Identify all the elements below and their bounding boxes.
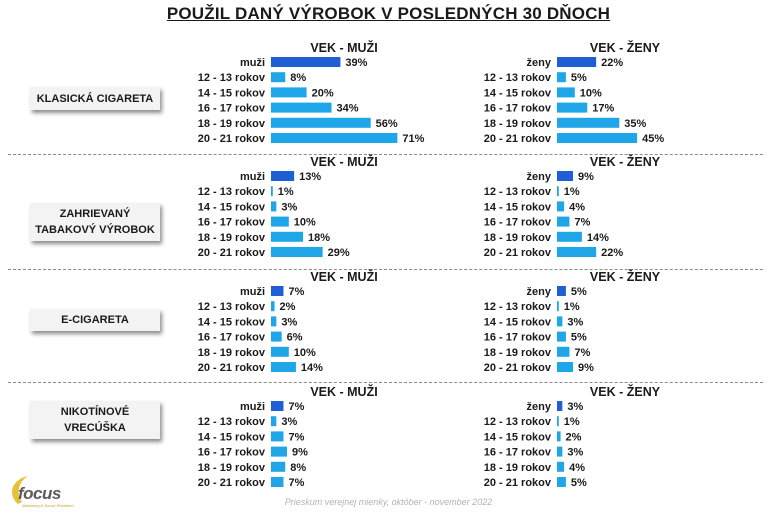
row-label-men-g2-r0: muži [239, 286, 265, 298]
header-men-g0: VEK - MUŽI [310, 41, 378, 55]
bar-men-g0-r5 [271, 133, 397, 143]
bar-women-g3-r1 [557, 416, 559, 426]
value-label-men-g2-r3: 6% [286, 331, 303, 344]
value-label-women-g3-r5: 5% [570, 477, 587, 489]
bar-women-g2-r1 [557, 301, 559, 311]
row-label-men-g2-r1: 12 - 13 rokov [197, 301, 265, 314]
row-label-men-g1-r3: 16 - 17 rokov [197, 216, 265, 229]
value-label-men-g2-r2: 3% [281, 316, 298, 329]
header-men-g1: VEK - MUŽI [310, 155, 378, 169]
row-label-men-g2-r4: 18 - 19 rokov [197, 346, 265, 359]
row-label-men-g3-r1: 12 - 13 rokov [197, 416, 265, 429]
value-label-men-g2-r0: 7% [288, 286, 305, 298]
row-label-men-g1-r5: 20 - 21 rokov [197, 247, 265, 259]
value-label-women-g1-r3: 7% [574, 216, 591, 229]
header-women-g0: VEK - ŽENY [589, 41, 661, 55]
row-label-women-g0-r0: ženy [526, 57, 551, 69]
row-label-men-g0-r3: 16 - 17 rokov [197, 102, 265, 115]
bar-women-g2-r0 [557, 286, 566, 296]
value-label-men-g0-r3: 34% [336, 102, 359, 115]
bar-women-g0-r3 [557, 103, 587, 113]
value-label-men-g0-r2: 20% [311, 87, 334, 100]
value-label-women-g0-r4: 35% [624, 117, 647, 130]
bar-men-g1-r5 [271, 247, 323, 257]
row-label-women-g1-r1: 12 - 13 rokov [483, 186, 551, 199]
row-label-women-g0-r4: 18 - 19 rokov [483, 117, 551, 130]
value-label-women-g1-r5: 22% [601, 247, 624, 259]
row-label-women-g1-r4: 18 - 19 rokov [483, 231, 551, 244]
value-label-women-g1-r4: 14% [586, 231, 609, 244]
header-women-g2: VEK - ŽENY [589, 270, 661, 284]
value-label-women-g2-r5: 9% [578, 362, 594, 374]
row-label-men-g3-r2: 14 - 15 rokov [197, 431, 265, 444]
category-label-e-cigarette: E-CIGARETA [30, 309, 160, 331]
value-label-men-g0-r5: 71% [402, 133, 425, 145]
bar-men-g1-r1 [271, 186, 273, 196]
value-label-men-g3-r2: 7% [288, 431, 305, 444]
value-label-women-g0-r5: 45% [642, 133, 665, 145]
bar-men-g2-r1 [271, 301, 275, 311]
value-label-men-g3-r3: 9% [292, 446, 308, 459]
bar-men-g1-r3 [271, 217, 289, 227]
value-label-men-g1-r3: 10% [293, 216, 316, 229]
value-label-women-g2-r1: 1% [563, 301, 580, 314]
bar-women-g2-r5 [557, 362, 573, 372]
value-label-men-g0-r4: 56% [375, 117, 398, 130]
row-label-women-g2-r0: ženy [526, 286, 551, 298]
value-label-men-g3-r0: 7% [288, 401, 305, 413]
bar-men-g0-r1 [271, 72, 285, 82]
logo-wordmark: focus [18, 484, 61, 503]
value-label-men-g1-r5: 29% [327, 247, 350, 259]
row-label-men-g0-r0: muži [239, 57, 265, 69]
value-label-women-g2-r0: 5% [570, 286, 587, 298]
footer-source: Prieskum verejnej mienky, október - november 2022 [284, 497, 493, 507]
bar-women-g1-r2 [557, 201, 564, 211]
category-label-heated-tobacco: ZAHRIEVANÝ TABAKOVÝ VÝROBOK [30, 203, 160, 241]
row-label-men-g1-r2: 14 - 15 rokov [197, 201, 265, 214]
bar-women-g3-r5 [557, 477, 566, 487]
category-label-classic-cigarette: KLASICKÁ CIGARETA [30, 87, 160, 110]
bar-women-g3-r0 [557, 401, 562, 411]
bar-men-g2-r5 [271, 362, 296, 372]
value-label-men-g2-r5: 14% [300, 362, 323, 374]
row-label-men-g0-r1: 12 - 13 rokov [197, 72, 265, 85]
row-label-women-g3-r2: 14 - 15 rokov [483, 431, 551, 444]
bar-women-g3-r2 [557, 431, 561, 441]
header-women-g3: VEK - ŽENY [589, 385, 661, 399]
value-label-women-g0-r2: 10% [579, 87, 602, 100]
value-label-men-g1-r2: 3% [281, 201, 298, 214]
value-label-men-g1-r4: 18% [308, 231, 331, 244]
bar-men-g0-r2 [271, 87, 307, 97]
value-label-women-g0-r0: 22% [601, 57, 624, 69]
value-label-women-g0-r3: 17% [592, 102, 615, 115]
value-label-men-g2-r4: 10% [293, 346, 316, 359]
value-label-women-g1-r1: 1% [563, 186, 580, 199]
value-label-women-g3-r0: 3% [567, 401, 584, 413]
bar-women-g1-r4 [557, 232, 582, 242]
row-label-men-g2-r3: 16 - 17 rokov [197, 331, 265, 344]
chart-title: POUŽIL DANÝ VÝROBOK V POSLEDNÝCH 30 DŇOCH [166, 4, 611, 23]
bar-men-g2-r4 [271, 347, 289, 357]
row-label-men-g1-r4: 18 - 19 rokov [197, 231, 265, 244]
row-label-men-g3-r4: 18 - 19 rokov [197, 461, 265, 474]
bar-women-g2-r4 [557, 347, 569, 357]
bar-men-g3-r4 [271, 462, 285, 472]
bar-men-g1-r2 [271, 201, 276, 211]
row-label-women-g0-r5: 20 - 21 rokov [483, 133, 551, 145]
row-label-men-g3-r0: muži [239, 401, 265, 413]
value-label-women-g2-r3: 5% [570, 331, 587, 344]
header-women-g1: VEK - ŽENY [589, 155, 661, 169]
value-label-men-g1-r1: 1% [277, 186, 294, 199]
bar-men-g0-r3 [271, 103, 332, 113]
value-label-women-g1-r0: 9% [578, 171, 594, 183]
category-label-nicotine-pouches: NIKOTÍNOVÉ VRECÚŠKA [30, 401, 160, 439]
bar-men-g3-r3 [271, 447, 287, 457]
bar-men-g2-r2 [271, 316, 276, 326]
row-label-men-g1-r0: muži [239, 171, 265, 183]
row-label-women-g0-r1: 12 - 13 rokov [483, 72, 551, 85]
value-label-men-g3-r4: 8% [290, 461, 307, 474]
bar-men-g3-r1 [271, 416, 276, 426]
value-label-men-g3-r1: 3% [281, 416, 298, 429]
value-label-women-g2-r2: 3% [567, 316, 584, 329]
row-label-men-g2-r5: 20 - 21 rokov [197, 362, 265, 374]
bar-men-g0-r4 [271, 118, 371, 128]
header-men-g2: VEK - MUŽI [310, 270, 378, 284]
bar-women-g1-r3 [557, 217, 569, 227]
row-label-women-g3-r4: 18 - 19 rokov [483, 461, 551, 474]
row-label-women-g2-r1: 12 - 13 rokov [483, 301, 551, 314]
bar-men-g0-r0 [271, 57, 340, 67]
value-label-women-g3-r3: 3% [567, 446, 584, 459]
row-label-women-g3-r5: 20 - 21 rokov [483, 477, 551, 489]
bar-women-g0-r2 [557, 87, 575, 97]
value-label-men-g3-r5: 7% [288, 477, 305, 489]
row-label-women-g2-r5: 20 - 21 rokov [483, 362, 551, 374]
row-label-men-g3-r5: 20 - 21 rokov [197, 477, 265, 489]
bar-men-g3-r5 [271, 477, 283, 487]
row-label-women-g2-r3: 16 - 17 rokov [483, 331, 551, 344]
bar-women-g0-r5 [557, 133, 637, 143]
row-label-men-g0-r4: 18 - 19 rokov [197, 117, 265, 130]
value-label-women-g3-r1: 1% [563, 416, 580, 429]
row-label-men-g2-r2: 14 - 15 rokov [197, 316, 265, 329]
bar-women-g2-r2 [557, 316, 562, 326]
value-label-men-g0-r0: 39% [345, 57, 368, 69]
row-label-women-g2-r2: 14 - 15 rokov [483, 316, 551, 329]
bar-women-g3-r4 [557, 462, 564, 472]
value-label-men-g1-r0: 13% [299, 171, 322, 183]
bar-men-g2-r0 [271, 286, 283, 296]
bar-women-g2-r3 [557, 332, 566, 342]
header-men-g3: VEK - MUŽI [310, 385, 378, 399]
row-label-men-g0-r2: 14 - 15 rokov [197, 87, 265, 100]
row-label-women-g1-r3: 16 - 17 rokov [483, 216, 551, 229]
row-label-women-g1-r0: ženy [526, 171, 551, 183]
row-label-men-g3-r3: 16 - 17 rokov [197, 446, 265, 459]
value-label-women-g3-r2: 2% [565, 431, 582, 444]
value-label-men-g2-r1: 2% [279, 301, 296, 314]
row-label-women-g3-r0: ženy [526, 401, 551, 413]
bar-women-g1-r5 [557, 247, 596, 257]
value-label-women-g2-r4: 7% [574, 346, 591, 359]
bar-women-g0-r1 [557, 72, 566, 82]
bar-men-g2-r3 [271, 332, 282, 342]
bar-women-g0-r0 [557, 57, 596, 67]
row-label-men-g0-r5: 20 - 21 rokov [197, 133, 265, 145]
bar-women-g3-r3 [557, 447, 562, 457]
bar-men-g3-r2 [271, 431, 283, 441]
row-label-women-g3-r1: 12 - 13 rokov [483, 416, 551, 429]
row-label-women-g3-r3: 16 - 17 rokov [483, 446, 551, 459]
bar-men-g1-r4 [271, 232, 303, 242]
bar-men-g3-r0 [271, 401, 283, 411]
row-label-women-g0-r3: 16 - 17 rokov [483, 102, 551, 115]
row-label-men-g1-r1: 12 - 13 rokov [197, 186, 265, 199]
bar-women-g1-r0 [557, 171, 573, 181]
bar-women-g1-r1 [557, 186, 559, 196]
bar-men-g1-r0 [271, 171, 294, 181]
row-label-women-g0-r2: 14 - 15 rokov [483, 87, 551, 100]
row-label-women-g1-r2: 14 - 15 rokov [483, 201, 551, 214]
row-label-women-g1-r5: 20 - 21 rokov [483, 247, 551, 259]
value-label-women-g3-r4: 4% [569, 461, 586, 474]
row-label-women-g2-r4: 18 - 19 rokov [483, 346, 551, 359]
value-label-men-g0-r1: 8% [290, 72, 307, 85]
value-label-women-g1-r2: 4% [569, 201, 586, 214]
value-label-women-g0-r1: 5% [570, 72, 587, 85]
bar-women-g0-r4 [557, 118, 619, 128]
logo-tagline: Marketing & Social Research [22, 503, 74, 508]
